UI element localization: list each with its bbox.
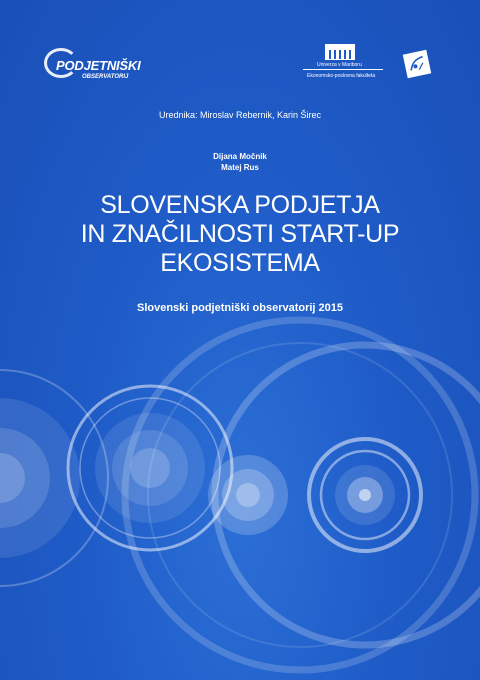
editors-line: Urednika: Miroslav Rebernik, Karin Širec: [158, 110, 322, 120]
logo-main-text: PODJETNIŠKI: [56, 58, 141, 73]
university-logo: [303, 44, 383, 82]
book-subtitle: Slovenski podjetniški observatorij 2015: [136, 302, 344, 314]
university-name: Univerza v Mariboru: [317, 62, 362, 68]
faculty-name: Ekonomsko-poslovna fakulteta: [307, 73, 376, 79]
podjetniski-observatorij-logo: [44, 46, 141, 80]
logo-divider: [303, 69, 383, 70]
publisher-logo: [403, 50, 431, 78]
title-line: IN ZNAČILNOSTI START-UP: [80, 220, 400, 248]
book-title: [0, 191, 480, 278]
university-building-icon: [325, 44, 355, 60]
title-line: SLOVENSKA PODJETJA: [100, 191, 380, 219]
logo-bottom-text: OBSERVATORIJ: [82, 74, 129, 80]
title-line: EKOSISTEMA: [160, 249, 320, 277]
publisher-logo-icon: [406, 53, 427, 74]
author-name: Matej Rus: [221, 163, 259, 172]
authors-block: [0, 151, 480, 173]
author-name: Dijana Močnik: [213, 152, 267, 161]
